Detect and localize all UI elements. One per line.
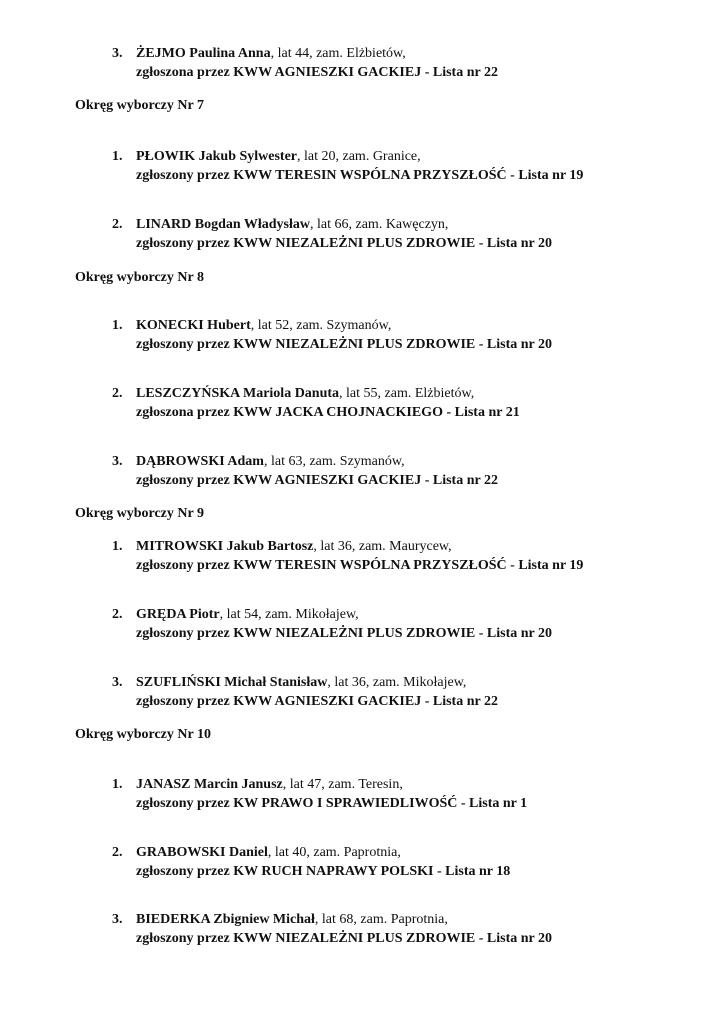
candidate-number: 2. [112, 217, 123, 232]
candidate-committee: zgłoszony przez KW RUCH NAPRAWY POLSKI - Lista nr 18 [136, 864, 511, 879]
district-heading: Okręg wyborczy Nr 9 [75, 506, 204, 521]
candidate-committee: zgłoszony przez KWW NIEZALEŻNI PLUS ZDROWIE - Lista nr 20 [136, 337, 553, 352]
candidate-number: 1. [112, 149, 123, 164]
candidate-details: , lat 36, zam. Maurycew, [313, 539, 452, 554]
candidate-name: GRABOWSKI Daniel [136, 845, 268, 860]
candidate-committee: zgłoszony przez KWW TERESIN WSPÓLNA PRZYSZŁOŚĆ - Lista nr 19 [136, 558, 584, 573]
candidate-details: , lat 40, zam. Paprotnia, [267, 845, 401, 860]
candidate-name: LESZCZYŃSKA Mariola Danuta [136, 386, 340, 401]
district-heading: Okręg wyborczy Nr 10 [75, 727, 211, 742]
candidate-details: , lat 54, zam. Mikołajew, [219, 607, 359, 622]
candidate-details: , lat 36, zam. Mikołajew, [327, 675, 467, 690]
district-heading: Okręg wyborczy Nr 7 [75, 98, 204, 113]
candidate-name: JANASZ Marcin Janusz [136, 777, 283, 792]
candidate-committee: zgłoszona przez KWW AGNIESZKI GACKIEJ - Lista nr 22 [136, 65, 498, 80]
candidate-details: , lat 55, zam. Elżbietów, [339, 386, 475, 401]
candidate-details: , lat 68, zam. Paprotnia, [314, 912, 448, 927]
candidate-committee: zgłoszony przez KWW NIEZALEŻNI PLUS ZDROWIE - Lista nr 20 [136, 236, 553, 251]
candidate-name: LINARD Bogdan Władysław [136, 217, 311, 232]
candidate-name: MITROWSKI Jakub Bartosz [136, 539, 314, 554]
candidate-number: 1. [112, 539, 123, 554]
candidate-number: 3. [112, 454, 123, 469]
candidate-name: GRĘDA Piotr [136, 607, 220, 622]
candidate-details: , lat 66, zam. Kawęczyn, [310, 217, 449, 232]
candidate-number: 2. [112, 845, 123, 860]
candidate-details: , lat 63, zam. Szymanów, [263, 454, 405, 469]
candidate-committee: zgłoszony przez KWW NIEZALEŻNI PLUS ZDROWIE - Lista nr 20 [136, 626, 553, 641]
candidate-number: 2. [112, 386, 123, 401]
candidate-committee: zgłoszona przez KWW JACKA CHOJNACKIEGO - Lista nr 21 [136, 405, 520, 420]
candidate-name: ŻEJMO Paulina Anna [136, 46, 271, 61]
candidate-name: KONECKI Hubert [136, 318, 251, 333]
candidate-number: 1. [112, 318, 123, 333]
candidate-name: PŁOWIK Jakub Sylwester [136, 149, 298, 164]
candidate-name: SZUFLIŃSKI Michał Stanisław [136, 675, 328, 690]
candidate-number: 3. [112, 912, 123, 927]
candidate-details: , lat 20, zam. Granice, [297, 149, 421, 164]
candidate-committee: zgłoszony przez KWW TERESIN WSPÓLNA PRZYSZŁOŚĆ - Lista nr 19 [136, 168, 584, 183]
candidate-committee: zgłoszony przez KWW AGNIESZKI GACKIEJ - Lista nr 22 [136, 694, 498, 709]
candidate-committee: zgłoszony przez KW PRAWO I SPRAWIEDLIWOŚĆ - Lista nr 1 [136, 796, 528, 811]
candidate-number: 3. [112, 675, 123, 690]
candidate-name: DĄBROWSKI Adam [136, 454, 264, 469]
candidate-number: 3. [112, 46, 123, 61]
district-heading: Okręg wyborczy Nr 8 [75, 270, 204, 285]
candidate-details: , lat 52, zam. Szymanów, [250, 318, 392, 333]
candidate-name: BIEDERKA Zbigniew Michał [136, 912, 315, 927]
candidate-number: 2. [112, 607, 123, 622]
candidate-number: 1. [112, 777, 123, 792]
candidate-committee: zgłoszony przez KWW NIEZALEŻNI PLUS ZDROWIE - Lista nr 20 [136, 931, 553, 946]
candidate-committee: zgłoszony przez KWW AGNIESZKI GACKIEJ - Lista nr 22 [136, 473, 498, 488]
candidate-details: , lat 47, zam. Teresin, [282, 777, 403, 792]
candidate-details: , lat 44, zam. Elżbietów, [270, 46, 406, 61]
